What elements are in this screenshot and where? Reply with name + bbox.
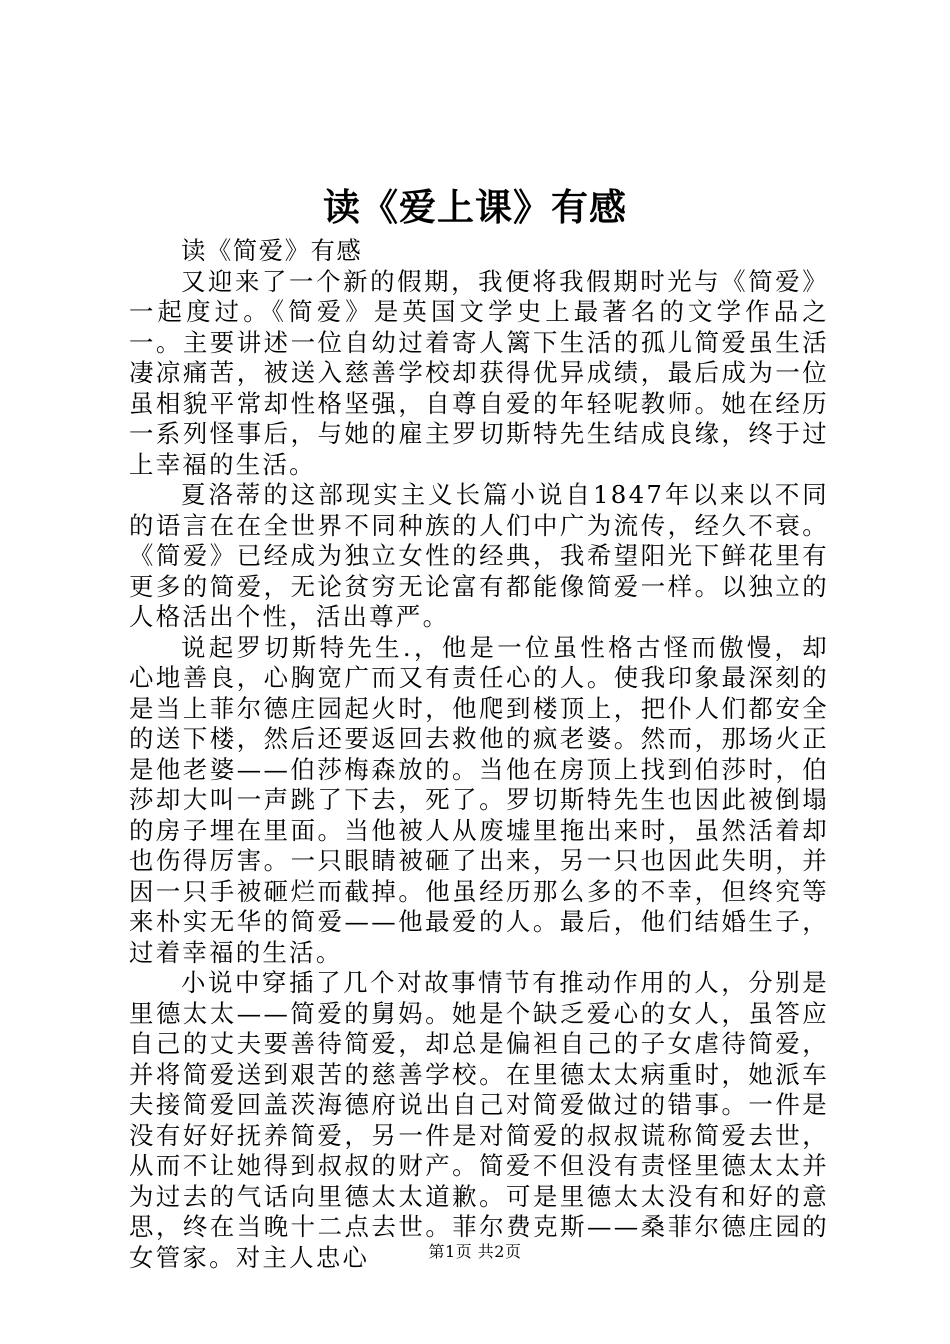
document-subtitle: 读《简爱》有感 xyxy=(181,236,363,265)
body-paragraph-2: 夏洛蒂的这部现实主义长篇小说自1847年以来以不同的语言在在全世界不同种族的人们中广为流传，经久不衰。《简爱》已经成为独立女性的经典，我希望阳光下鲜花里有更多的简爱，无论贫穷无论富有都能像简爱一样。以独立的人格活出个性，活出尊严。 xyxy=(129,480,829,631)
body-paragraph-3: 说起罗切斯特先生.，他是一位虽性格古怪而傲慢，却心地善良，心胸宽广而又有责任心的人。使我印象最深刻的是当上菲尔德庄园起火时，他爬到楼顶上，把仆人们都安全的送下楼，然后还要返回去救他的疯老婆。然而，那场火正是他老婆——伯莎梅森放的。当他在房顶上找到伯莎时，伯莎却大叫一声跳了下去，死了。罗切斯特先生也因此被倒塌的房子埋在里面。当他被人从废墟里拖出来时，虽然活着却也伤得厉害。一只眼睛被砸了出来，另一只也因此失明，并因一只手被砸烂而截掉。他虽经历那么多的不幸，但终究等来朴实无华的简爱——他最爱的人。最后，他们结婚生子，过着幸福的生活。 xyxy=(129,632,829,967)
body-paragraph-4: 小说中穿插了几个对故事情节有推动作用的人，分别是里德太太——简爱的舅妈。她是个缺乏爱心的女人，虽答应自己的丈夫要善待简爱，却总是偏袒自己的子女虐待简爱，并将简爱送到艰苦的慈善学校。在里德太太病重时，她派车夫接简爱回盖茨海德府说出自己对简爱做过的错事。一件是没有好好抚养简爱，另一件是对简爱的叔叔谎称简爱去世，从而不让她得到叔叔的财产。简爱不但没有责怪里德太太并为过去的气话向里德太太道歉。可是里德太太没有和好的意思，终在当晚十二点去世。菲尔费克斯——桑菲尔德庄园的女管家。对主人忠心 xyxy=(129,968,829,1272)
body-paragraph-1: 又迎来了一个新的假期，我便将我假期时光与《简爱》一起度过。《简爱》是英国文学史上最著名的文学作品之一。主要讲述一位自幼过着寄人篱下生活的孤儿简爱虽生活凄凉痛苦，被送入慈善学校却获得优异成绩，最后成为一位虽相貌平常却性格坚强，自尊自爱的年轻呢教师。她在经历一系列怪事后，与她的雇主罗切斯特先生结成良缘，终于过上幸福的生活。 xyxy=(129,266,829,479)
page-footer: 第1页 共2页 xyxy=(428,1242,522,1261)
document-body xyxy=(129,236,829,1273)
document-title: 读《爱上课》有感 xyxy=(323,185,627,229)
